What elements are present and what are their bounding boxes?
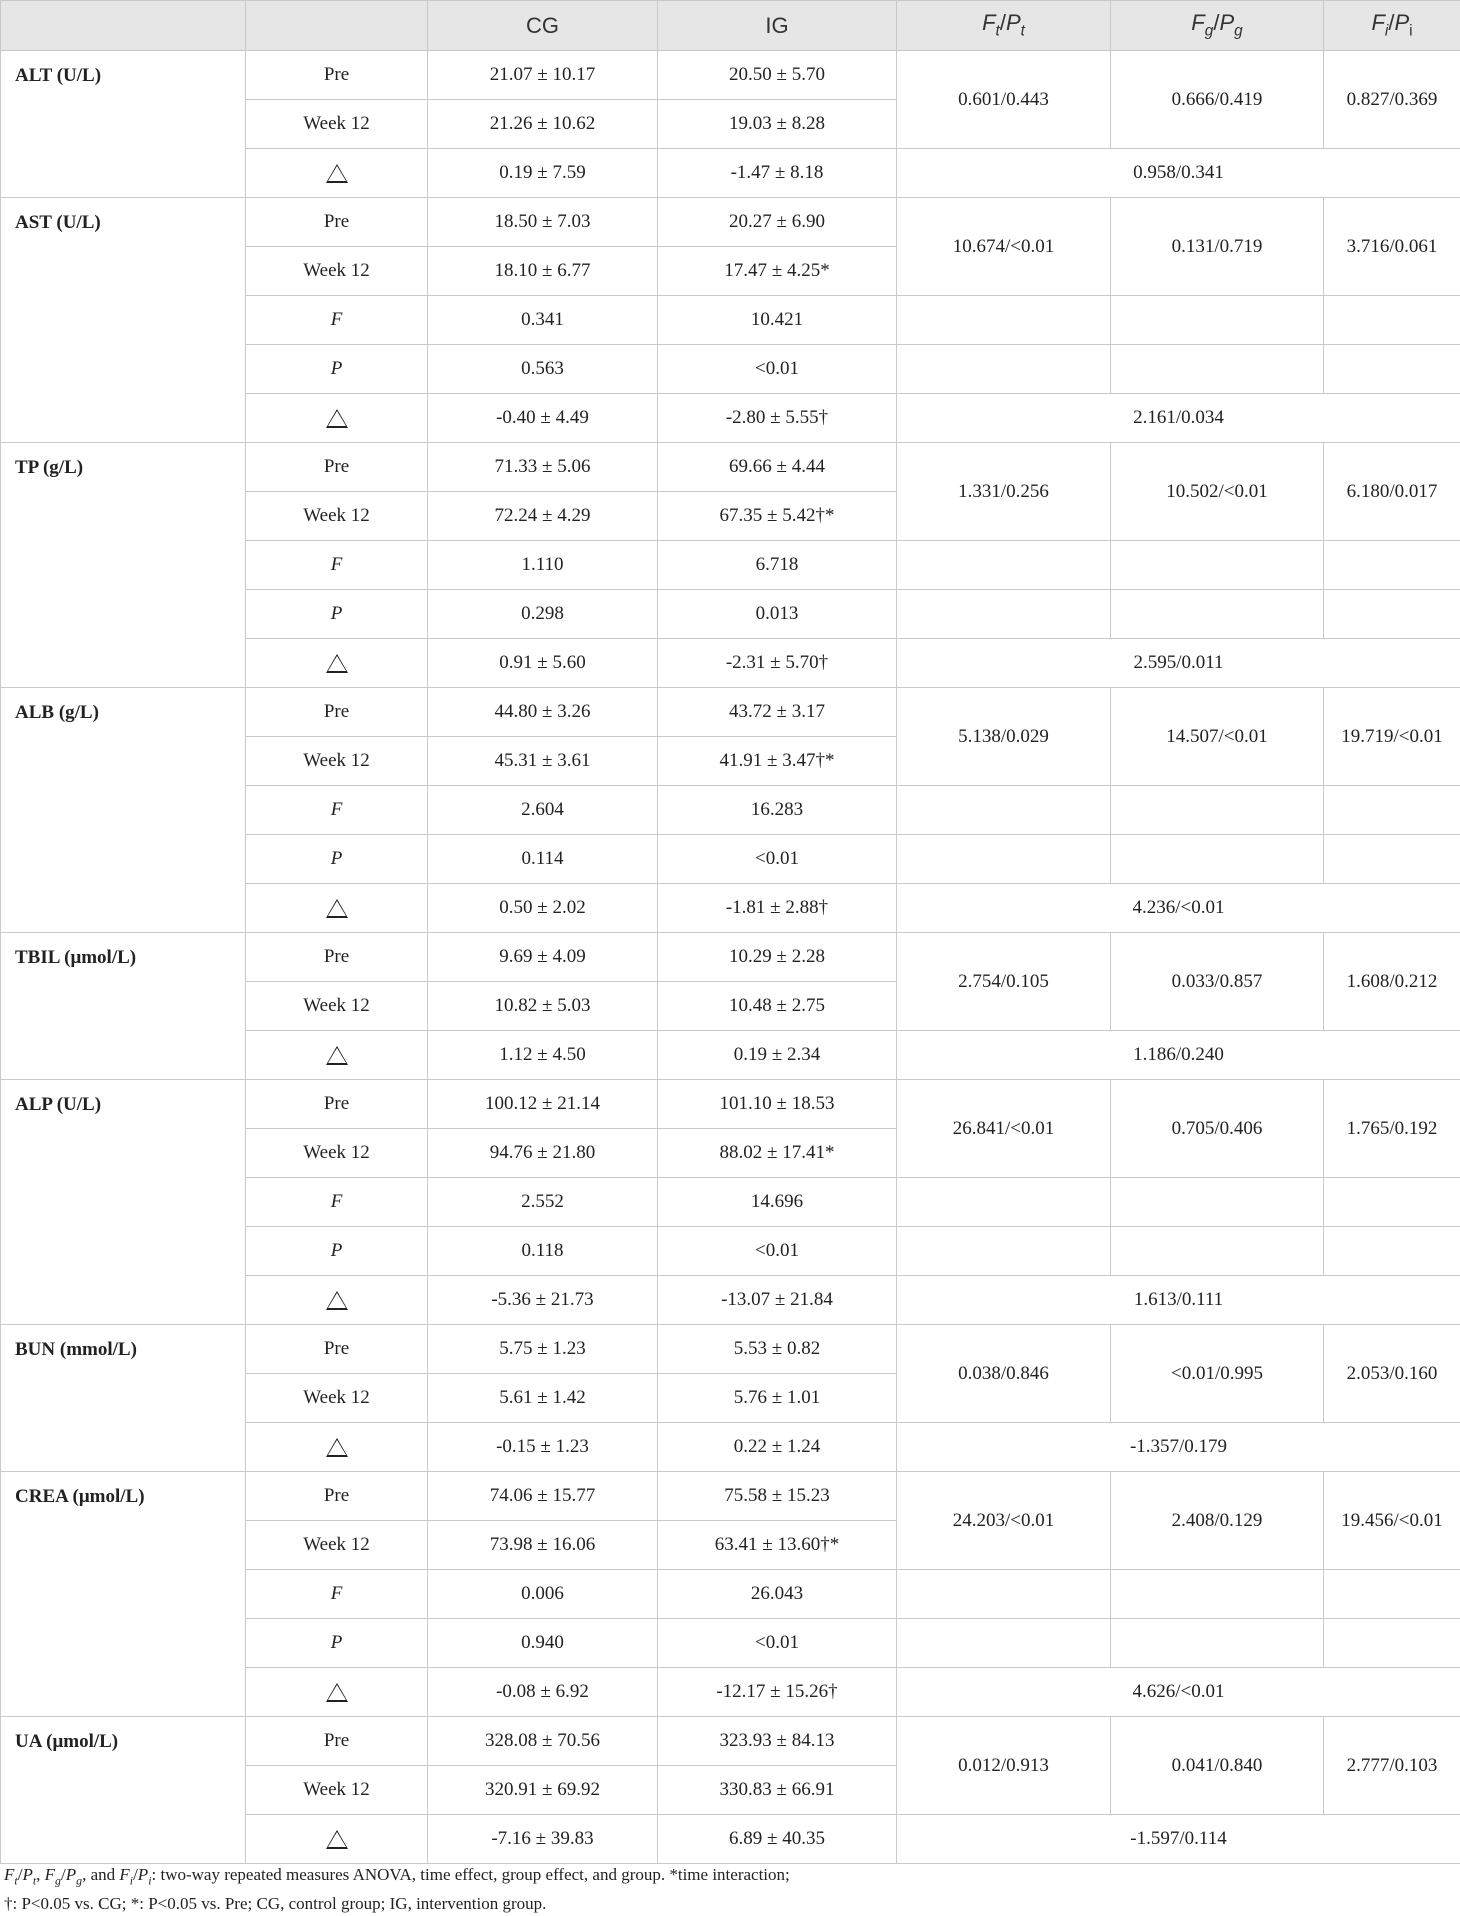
table-row	[1, 1717, 1460, 1766]
cell-fi: 2.053/0.160	[1324, 1325, 1460, 1423]
cell-delta-stat: 0.958/0.341	[897, 149, 1460, 198]
row-label-p: P	[246, 1227, 428, 1276]
cell-cg: 0.50 ± 2.02	[428, 884, 658, 933]
cell-cg: 94.76 ± 21.80	[428, 1129, 658, 1178]
empty-cell	[897, 296, 1111, 345]
empty-cell	[1111, 541, 1324, 590]
empty-cell	[1324, 786, 1460, 835]
header-fi-pi: $F_i/P_i$	[1324, 1, 1460, 51]
cell-ig: 69.66 ± 4.44	[658, 443, 897, 492]
cell-ig: 16.283	[658, 786, 897, 835]
row-label: Pre	[246, 51, 428, 100]
cell-ig: 41.91 ± 3.47†*	[658, 737, 897, 786]
cell-ig: 14.696	[658, 1178, 897, 1227]
cell-ft: 0.601/0.443	[897, 51, 1111, 149]
cell-ig: <0.01	[658, 1227, 897, 1276]
cell-cg: 0.19 ± 7.59	[428, 149, 658, 198]
delta-triangle-icon	[326, 164, 348, 183]
empty-cell	[1111, 1619, 1324, 1668]
cell-delta-stat: 1.613/0.111	[897, 1276, 1460, 1325]
cell-ig: 19.03 ± 8.28	[658, 100, 897, 149]
delta-label	[246, 1668, 428, 1717]
cell-cg: 5.75 ± 1.23	[428, 1325, 658, 1374]
cell-delta-stat: -1.357/0.179	[897, 1423, 1460, 1472]
footnote-line-2: †: P<0.05 vs. CG; *: P<0.05 vs. Pre; CG, control group; IG, intervention group.	[4, 1892, 1454, 1916]
delta-triangle-icon	[326, 1683, 348, 1702]
cell-ft: 5.138/0.029	[897, 688, 1111, 786]
row-label: Week 12	[246, 1129, 428, 1178]
cell-delta-stat: 1.186/0.240	[897, 1031, 1460, 1080]
delta-triangle-icon	[326, 654, 348, 673]
cell-ig: 101.10 ± 18.53	[658, 1080, 897, 1129]
cell-ft: 2.754/0.105	[897, 933, 1111, 1031]
cell-ig: 20.50 ± 5.70	[658, 51, 897, 100]
cell-fg: 2.408/0.129	[1111, 1472, 1324, 1570]
empty-cell	[897, 1619, 1111, 1668]
header-ft-pt: $F_t/P_t$	[897, 1, 1111, 51]
table-row	[1, 1325, 1460, 1374]
empty-cell	[1324, 590, 1460, 639]
cell-ft: 26.841/<0.01	[897, 1080, 1111, 1178]
cell-fg: 0.041/0.840	[1111, 1717, 1324, 1815]
cell-ft: 24.203/<0.01	[897, 1472, 1111, 1570]
cell-ig: 88.02 ± 17.41*	[658, 1129, 897, 1178]
row-label-f: F	[246, 296, 428, 345]
empty-cell	[1111, 590, 1324, 639]
cell-fi: 1.608/0.212	[1324, 933, 1460, 1031]
cell-ig: -13.07 ± 21.84	[658, 1276, 897, 1325]
cell-cg: -7.16 ± 39.83	[428, 1815, 658, 1864]
cell-cg: 21.26 ± 10.62	[428, 100, 658, 149]
cell-delta-stat: 4.626/<0.01	[897, 1668, 1460, 1717]
cell-ig: 0.19 ± 2.34	[658, 1031, 897, 1080]
empty-cell	[897, 1227, 1111, 1276]
cell-ig: 323.93 ± 84.13	[658, 1717, 897, 1766]
cell-ig: 10.29 ± 2.28	[658, 933, 897, 982]
cell-cg: -0.40 ± 4.49	[428, 394, 658, 443]
cell-cg: 18.50 ± 7.03	[428, 198, 658, 247]
empty-cell	[1111, 1570, 1324, 1619]
footnote	[4, 1863, 1454, 1916]
cell-ig: 17.47 ± 4.25*	[658, 247, 897, 296]
table-row	[1, 1080, 1460, 1129]
empty-cell	[897, 1178, 1111, 1227]
cell-cg: 0.114	[428, 835, 658, 884]
cell-cg: 5.61 ± 1.42	[428, 1374, 658, 1423]
cell-fg: 0.131/0.719	[1111, 198, 1324, 296]
cell-cg: -5.36 ± 21.73	[428, 1276, 658, 1325]
row-param-name: AST (U/L)	[1, 198, 246, 443]
cell-cg: 0.298	[428, 590, 658, 639]
cell-ig: 67.35 ± 5.42†*	[658, 492, 897, 541]
cell-ig: 0.22 ± 1.24	[658, 1423, 897, 1472]
delta-label	[246, 1031, 428, 1080]
cell-fi: 19.719/<0.01	[1324, 688, 1460, 786]
cell-delta-stat: 4.236/<0.01	[897, 884, 1460, 933]
cell-cg: 1.110	[428, 541, 658, 590]
empty-cell	[1324, 835, 1460, 884]
delta-triangle-icon	[326, 1291, 348, 1310]
delta-triangle-icon	[326, 1830, 348, 1849]
cell-ig: 330.83 ± 66.91	[658, 1766, 897, 1815]
table-row	[1, 688, 1460, 737]
table-row	[1, 51, 1460, 100]
row-label: Week 12	[246, 1521, 428, 1570]
cell-ig: 75.58 ± 15.23	[658, 1472, 897, 1521]
empty-cell	[1324, 1178, 1460, 1227]
cell-delta-stat: 2.595/0.011	[897, 639, 1460, 688]
delta-label	[246, 1423, 428, 1472]
row-param-name: CREA (μmol/L)	[1, 1472, 246, 1717]
cell-ig: <0.01	[658, 345, 897, 394]
row-label-f: F	[246, 786, 428, 835]
table-row	[1, 198, 1460, 247]
row-label-p: P	[246, 835, 428, 884]
cell-cg: 0.118	[428, 1227, 658, 1276]
cell-ig: 10.48 ± 2.75	[658, 982, 897, 1031]
empty-cell	[897, 541, 1111, 590]
row-label-f: F	[246, 541, 428, 590]
cell-ig: <0.01	[658, 1619, 897, 1668]
row-label: Week 12	[246, 1766, 428, 1815]
delta-triangle-icon	[326, 899, 348, 918]
cell-ig: 6.718	[658, 541, 897, 590]
row-param-name: UA (μmol/L)	[1, 1717, 246, 1864]
row-label: Week 12	[246, 492, 428, 541]
cell-cg: 73.98 ± 16.06	[428, 1521, 658, 1570]
cell-cg: -0.08 ± 6.92	[428, 1668, 658, 1717]
row-label: Pre	[246, 1717, 428, 1766]
empty-cell	[1324, 1227, 1460, 1276]
delta-triangle-icon	[326, 1046, 348, 1065]
cell-cg: 44.80 ± 3.26	[428, 688, 658, 737]
cell-cg: 74.06 ± 15.77	[428, 1472, 658, 1521]
header-row	[1, 1, 1460, 51]
row-label-f: F	[246, 1570, 428, 1619]
delta-label	[246, 149, 428, 198]
cell-cg: -0.15 ± 1.23	[428, 1423, 658, 1472]
cell-cg: 0.940	[428, 1619, 658, 1668]
row-param-name: ALT (U/L)	[1, 51, 246, 198]
empty-cell	[1324, 1619, 1460, 1668]
cell-ft: 0.038/0.846	[897, 1325, 1111, 1423]
delta-label	[246, 1815, 428, 1864]
empty-cell	[1111, 345, 1324, 394]
cell-cg: 2.552	[428, 1178, 658, 1227]
empty-cell	[1111, 1227, 1324, 1276]
row-label-p: P	[246, 590, 428, 639]
delta-label	[246, 394, 428, 443]
cell-cg: 2.604	[428, 786, 658, 835]
empty-cell	[1324, 296, 1460, 345]
cell-fg: 0.666/0.419	[1111, 51, 1324, 149]
cell-fi: 1.765/0.192	[1324, 1080, 1460, 1178]
cell-fg: <0.01/0.995	[1111, 1325, 1324, 1423]
footnote-line-1: $F_t/P_t$, $F_g/P_g$, and $F_i/P_i$: two-way repeated measures ANOVA, time effect, group effect, and group. *time interaction;	[4, 1863, 1454, 1892]
empty-cell	[897, 345, 1111, 394]
cell-cg: 328.08 ± 70.56	[428, 1717, 658, 1766]
cell-ig: 5.53 ± 0.82	[658, 1325, 897, 1374]
header-ig: IG	[658, 1, 897, 51]
row-label: Week 12	[246, 100, 428, 149]
header-cg: CG	[428, 1, 658, 51]
cell-cg: 21.07 ± 10.17	[428, 51, 658, 100]
row-label: Week 12	[246, 1374, 428, 1423]
empty-cell	[897, 786, 1111, 835]
row-label: Pre	[246, 1472, 428, 1521]
row-label-p: P	[246, 1619, 428, 1668]
cell-cg: 320.91 ± 69.92	[428, 1766, 658, 1815]
cell-fg: 0.033/0.857	[1111, 933, 1324, 1031]
empty-cell	[1111, 835, 1324, 884]
row-label: Pre	[246, 443, 428, 492]
row-label: Week 12	[246, 982, 428, 1031]
cell-ig: -12.17 ± 15.26†	[658, 1668, 897, 1717]
table-row	[1, 443, 1460, 492]
cell-cg: 0.006	[428, 1570, 658, 1619]
cell-ig: -2.80 ± 5.55†	[658, 394, 897, 443]
header-blank-2	[246, 1, 428, 51]
cell-ig: <0.01	[658, 835, 897, 884]
row-param-name: TBIL (μmol/L)	[1, 933, 246, 1080]
row-label-f: F	[246, 1178, 428, 1227]
delta-label	[246, 639, 428, 688]
row-param-name: ALP (U/L)	[1, 1080, 246, 1325]
table-row	[1, 1472, 1460, 1521]
cell-ig: 26.043	[658, 1570, 897, 1619]
row-label: Week 12	[246, 247, 428, 296]
cell-ig: 20.27 ± 6.90	[658, 198, 897, 247]
cell-delta-stat: -1.597/0.114	[897, 1815, 1460, 1864]
cell-cg: 1.12 ± 4.50	[428, 1031, 658, 1080]
empty-cell	[1111, 1178, 1324, 1227]
cell-fg: 10.502/<0.01	[1111, 443, 1324, 541]
cell-ig: 63.41 ± 13.60†*	[658, 1521, 897, 1570]
cell-cg: 18.10 ± 6.77	[428, 247, 658, 296]
row-param-name: TP (g/L)	[1, 443, 246, 688]
row-label: Pre	[246, 933, 428, 982]
row-label: Pre	[246, 1325, 428, 1374]
empty-cell	[1111, 786, 1324, 835]
empty-cell	[1324, 1570, 1460, 1619]
table-row	[1, 933, 1460, 982]
cell-delta-stat: 2.161/0.034	[897, 394, 1460, 443]
empty-cell	[1324, 541, 1460, 590]
delta-triangle-icon	[326, 1438, 348, 1457]
cell-cg: 45.31 ± 3.61	[428, 737, 658, 786]
cell-cg: 9.69 ± 4.09	[428, 933, 658, 982]
cell-ft: 0.012/0.913	[897, 1717, 1111, 1815]
cell-ig: 5.76 ± 1.01	[658, 1374, 897, 1423]
cell-cg: 0.341	[428, 296, 658, 345]
delta-triangle-icon	[326, 409, 348, 428]
cell-ft: 10.674/<0.01	[897, 198, 1111, 296]
cell-fi: 0.827/0.369	[1324, 51, 1460, 149]
row-param-name: ALB (g/L)	[1, 688, 246, 933]
cell-cg: 100.12 ± 21.14	[428, 1080, 658, 1129]
row-label-p: P	[246, 345, 428, 394]
cell-ig: -1.81 ± 2.88†	[658, 884, 897, 933]
header-fg-pg: $F_g/P_g$	[1111, 1, 1324, 51]
cell-cg: 71.33 ± 5.06	[428, 443, 658, 492]
cell-ft: 1.331/0.256	[897, 443, 1111, 541]
delta-label	[246, 1276, 428, 1325]
empty-cell	[1111, 296, 1324, 345]
cell-fi: 6.180/0.017	[1324, 443, 1460, 541]
delta-label	[246, 884, 428, 933]
empty-cell	[1324, 345, 1460, 394]
cell-ig: 0.013	[658, 590, 897, 639]
cell-cg: 0.91 ± 5.60	[428, 639, 658, 688]
empty-cell	[897, 1570, 1111, 1619]
cell-fi: 19.456/<0.01	[1324, 1472, 1460, 1570]
cell-fg: 0.705/0.406	[1111, 1080, 1324, 1178]
cell-ig: -1.47 ± 8.18	[658, 149, 897, 198]
row-label: Week 12	[246, 737, 428, 786]
header-blank-1	[1, 1, 246, 51]
row-label: Pre	[246, 688, 428, 737]
cell-cg: 10.82 ± 5.03	[428, 982, 658, 1031]
row-param-name: BUN (mmol/L)	[1, 1325, 246, 1472]
cell-ig: 43.72 ± 3.17	[658, 688, 897, 737]
cell-cg: 72.24 ± 4.29	[428, 492, 658, 541]
cell-ig: 6.89 ± 40.35	[658, 1815, 897, 1864]
cell-fg: 14.507/<0.01	[1111, 688, 1324, 786]
row-label: Pre	[246, 1080, 428, 1129]
cell-cg: 0.563	[428, 345, 658, 394]
empty-cell	[897, 590, 1111, 639]
cell-ig: -2.31 ± 5.70†	[658, 639, 897, 688]
cell-fi: 3.716/0.061	[1324, 198, 1460, 296]
cell-ig: 10.421	[658, 296, 897, 345]
row-label: Pre	[246, 198, 428, 247]
empty-cell	[897, 835, 1111, 884]
cell-fi: 2.777/0.103	[1324, 1717, 1460, 1815]
